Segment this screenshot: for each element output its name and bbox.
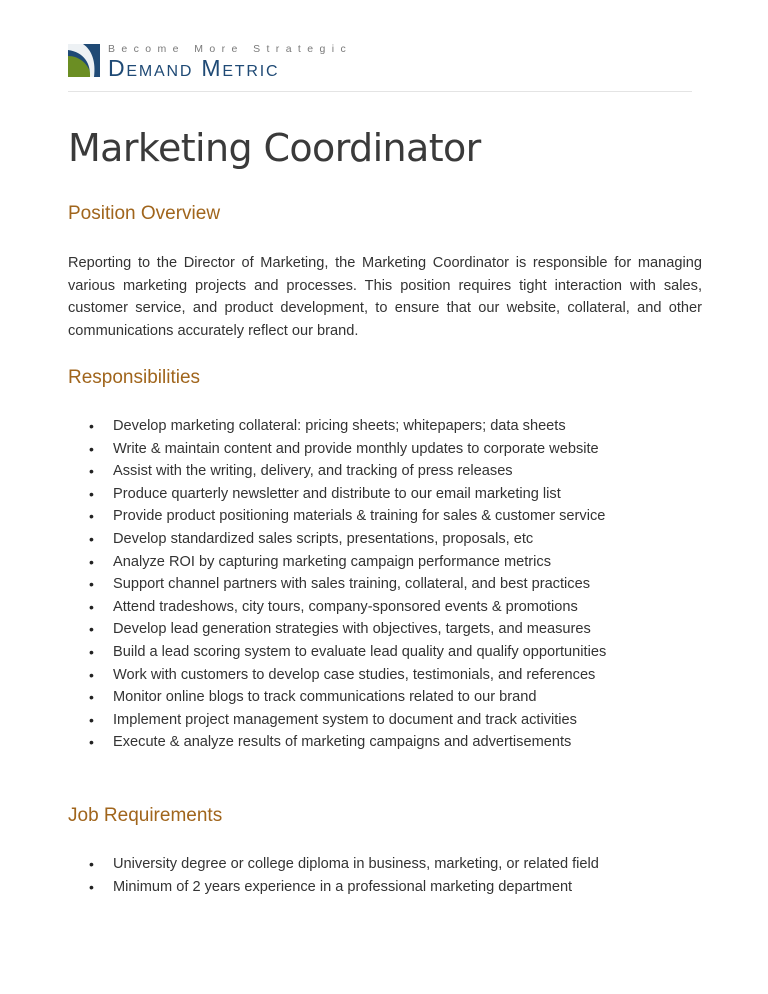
bullet-icon: • — [89, 440, 94, 457]
page-header — [68, 40, 692, 92]
bullet-icon: • — [89, 598, 94, 615]
list-item — [86, 686, 606, 709]
list-item-text: Work with customers to develop case studies, testimonials, and references — [113, 666, 596, 683]
bullet-icon: • — [89, 576, 94, 593]
position-overview-heading: Position Overview — [68, 203, 221, 224]
list-item-text: Write & maintain content and provide monthly updates to corporate website — [113, 440, 599, 457]
list-item — [86, 551, 606, 574]
list-item-text: Implement project management system to document and track activities — [113, 711, 577, 728]
list-item-text: Analyze ROI by capturing marketing campaign performance metrics — [113, 553, 551, 570]
list-item — [86, 528, 606, 551]
list-item — [86, 438, 606, 461]
list-item-text: University degree or college diploma in business, marketing, or related field — [113, 856, 599, 872]
page-title: Marketing Coordinator — [68, 126, 481, 170]
bullet-icon: • — [89, 530, 94, 547]
demand-metric-logo-icon — [68, 44, 100, 77]
list-item — [86, 853, 599, 876]
bullet-icon: • — [89, 666, 94, 683]
list-item — [86, 664, 606, 687]
list-item-text: Develop standardized sales scripts, presentations, proposals, etc — [113, 530, 534, 547]
list-item-text: Minimum of 2 years experience in a professional marketing department — [113, 878, 573, 895]
bullet-icon: • — [89, 711, 94, 728]
list-item — [86, 709, 606, 732]
list-item-text: Support channel partners with sales training, collateral, and best practices — [113, 576, 590, 593]
bullet-icon: • — [89, 856, 94, 872]
list-item-text: Produce quarterly newsletter and distribute to our email marketing list — [113, 485, 561, 502]
job-requirements-list — [86, 853, 599, 898]
list-item — [86, 573, 606, 596]
bullet-icon: • — [89, 508, 94, 525]
list-item — [86, 641, 606, 664]
brand-tagline: Become More Strategic — [108, 43, 353, 55]
job-requirements-heading: Job Requirements — [68, 805, 223, 826]
list-item-text: Assist with the writing, delivery, and tracking of press releases — [113, 463, 513, 480]
list-item — [86, 483, 606, 506]
list-item — [86, 876, 599, 899]
bullet-icon: • — [89, 485, 94, 502]
bullet-icon: • — [89, 689, 94, 706]
bullet-icon: • — [89, 878, 94, 895]
list-item-text: Develop lead generation strategies with objectives, targets, and measures — [113, 621, 591, 638]
responsibilities-heading: Responsibilities — [68, 367, 201, 388]
bullet-icon: • — [89, 463, 94, 480]
list-item-text: Provide product positioning materials & training for sales & customer service — [113, 508, 606, 525]
brand-name: Demand Metric — [108, 55, 280, 81]
list-item — [86, 731, 606, 754]
list-item — [86, 460, 606, 483]
list-item — [86, 505, 606, 528]
list-item-text: Develop marketing collateral: pricing sheets; whitepapers; data sheets — [113, 418, 566, 434]
list-item-text: Build a lead scoring system to evaluate lead quality and qualify opportunities — [113, 643, 607, 660]
list-item-text: Attend tradeshows, city tours, company-sponsored events & promotions — [113, 598, 578, 615]
bullet-icon: • — [89, 418, 94, 434]
list-item — [86, 596, 606, 619]
list-item-text: Execute & analyze results of marketing campaigns and advertisements — [113, 734, 572, 751]
bullet-icon: • — [89, 734, 94, 751]
list-item-text: Monitor online blogs to track communications related to our brand — [113, 689, 537, 706]
bullet-icon: • — [89, 621, 94, 638]
bullet-icon: • — [89, 643, 94, 660]
responsibilities-list — [86, 415, 606, 754]
header-divider — [68, 91, 692, 92]
list-item — [86, 415, 606, 438]
position-overview-text: Reporting to the Director of Marketing, the Marketing Coordinator is responsible for managing various marketing projects and processes. This position requires tight interaction with sales, customer service, and product development, to ensure that our website, collateral, and other communications accurately reflect our brand. — [68, 255, 702, 340]
list-item — [86, 618, 606, 641]
bullet-icon: • — [89, 553, 94, 570]
